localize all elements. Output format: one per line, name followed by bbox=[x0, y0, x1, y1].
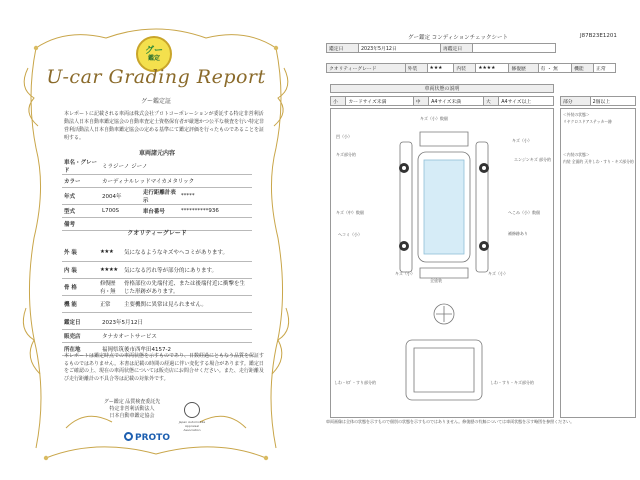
cell: 2023年5月12日 bbox=[359, 44, 441, 53]
spec-value: 2004年 bbox=[100, 188, 141, 205]
grade-desc: 主要機関に異常は見られません。 bbox=[122, 295, 252, 312]
note-item: 内装 全面的 天井しわ・すり・キズ部分的 bbox=[563, 159, 634, 164]
damage-label: エンジンキズ 部分的 bbox=[514, 157, 551, 162]
certificate-footer-note: 本レポートは鑑定時点での車両状態を示すものであり、日数経過にともなう品質を保証するものではありません。本書は記載の時間の経過に伴い変化する場合があります。鑑定日をご確認の上、現在の車両状態については販売店にお問合せください。また、走行距離及び走行距離計の不具合等は記載の対象外です。 bbox=[64, 353, 265, 382]
organization-block bbox=[92, 399, 172, 420]
grade-desc: 気になる汚れ等が部分的にあります。 bbox=[122, 261, 252, 278]
table-row bbox=[62, 175, 252, 188]
cell: 再鑑定日 bbox=[441, 44, 473, 53]
cell: 鑑定日 bbox=[327, 44, 359, 53]
spec-value: **********936 bbox=[179, 205, 252, 218]
cell: 外装 bbox=[405, 64, 427, 73]
spec-value: ミラジーノ ジーノ bbox=[100, 158, 252, 175]
note-item: リヤクロスドアステッカー跡 bbox=[563, 119, 612, 124]
damage-label: キズ（小）数個 bbox=[420, 116, 448, 121]
spec-key: 車名・グレード bbox=[62, 158, 100, 175]
damage-label: キズ（小） bbox=[395, 271, 415, 276]
certificate-intro: 本レポートに記載される車両は株式会社プロトコーポレーションが委託する特定非営利活動法人日本自動車鑑定協会の自動車査定士資格保有者が厳選かつ公平な検査を行い特定非営利活動法人日本自動車鑑定協会の定める基準にて鑑定評価を行ったものであることを証明する。 bbox=[64, 111, 265, 141]
cell: ★★★★ bbox=[476, 64, 509, 73]
sheet-date-row bbox=[326, 43, 556, 53]
sheet-bottom-note: 車両画像は全体の状態を示すもので個別の状態を示すものではありません。修復歴の有無については車両状態を示す略図を参照ください。 bbox=[326, 419, 575, 424]
size-legend bbox=[330, 96, 554, 106]
size-label: 中 bbox=[413, 97, 428, 106]
cell: 修復歴 bbox=[509, 64, 538, 73]
proto-logo-text: PROTO bbox=[135, 433, 170, 443]
grade-key: 骨 格 bbox=[62, 278, 98, 295]
parts-count bbox=[560, 96, 636, 106]
dealer-value: 福岡県筑後市西牟田4157-2 bbox=[100, 342, 252, 355]
table-row bbox=[561, 97, 636, 106]
sheet-code: J87B23E1201 bbox=[580, 33, 617, 39]
size-value: A4サイズ未満 bbox=[429, 97, 484, 106]
damage-label: しわ・ｷｽﾞ・すり部分的 bbox=[334, 380, 376, 385]
grade-key: 外 装 bbox=[62, 244, 98, 261]
quality-section-heading: クオリティーグレード bbox=[127, 230, 187, 237]
damage-label: へこみ（小）数個 bbox=[508, 210, 540, 215]
table-row bbox=[62, 188, 252, 205]
table-row bbox=[327, 44, 556, 53]
diagram-heading: 車両状態の説明 bbox=[330, 84, 554, 93]
damage-label: キズ（小） bbox=[488, 271, 508, 276]
certificate-subtitle: グー鑑定証 bbox=[140, 98, 171, 105]
size-label: 大 bbox=[483, 97, 498, 106]
grade-stars: 正常 bbox=[98, 295, 122, 312]
cell: ★★★ bbox=[427, 64, 454, 73]
spec-key: 車台番号 bbox=[141, 205, 179, 218]
org-line: 日本自動車鑑定協会 bbox=[109, 413, 155, 419]
parts-value: 2個以上 bbox=[590, 97, 635, 106]
spec-value: ***** bbox=[179, 188, 252, 205]
damage-label: ヘコミ（小） bbox=[338, 232, 362, 237]
table-row bbox=[62, 316, 252, 329]
cell: 正常 bbox=[594, 64, 616, 73]
spec-key: 年式 bbox=[62, 188, 100, 205]
dealer-key: 所在地 bbox=[62, 342, 100, 355]
damage-label: 補修跡あり bbox=[508, 231, 528, 236]
org-line: 特定非営利活動法人 bbox=[109, 406, 155, 412]
grade-key: 内 装 bbox=[62, 261, 98, 278]
size-value: カードサイズ未満 bbox=[346, 97, 413, 106]
sheet-title: グー鑑定 コンディションチェックシート bbox=[407, 35, 509, 41]
table-row bbox=[62, 158, 252, 175]
spec-value: カーディナルレッドマイカメタリック bbox=[100, 175, 252, 188]
cell: 機能 bbox=[572, 64, 594, 73]
org-line: グー鑑定 品質検査委託先 bbox=[103, 399, 161, 405]
dealer-value: タナカオートサービス bbox=[100, 329, 252, 342]
grade-stars: ★★★★ bbox=[98, 261, 122, 278]
badge-bottom-text: 鑑定 bbox=[147, 54, 160, 62]
dealer-value: 2023年5月12日 bbox=[100, 316, 252, 329]
size-value: A4サイズ以上 bbox=[499, 97, 554, 106]
table-row bbox=[62, 244, 252, 261]
spec-key: カラー bbox=[62, 175, 100, 188]
badge-top-text: グー bbox=[144, 45, 163, 56]
spec-key: 走行距離計表示 bbox=[141, 188, 179, 205]
spec-key: 型式 bbox=[62, 205, 100, 218]
table-row bbox=[62, 295, 252, 312]
cell: 内装 bbox=[454, 64, 476, 73]
grade-stars: ★★★ bbox=[98, 244, 122, 261]
spec-key: 備考 bbox=[62, 218, 100, 231]
grade-desc: 気になるようなキズやヘコミがあります。 bbox=[122, 244, 252, 261]
table-row bbox=[327, 64, 616, 73]
table-row bbox=[62, 329, 252, 342]
cell: 有 ・ 無 bbox=[538, 64, 572, 73]
damage-label: しわ・すり・キズ部分的 bbox=[490, 380, 534, 385]
vehicle-section-heading: 車両諸元内容 bbox=[138, 150, 175, 157]
damage-label: 凹（小） bbox=[336, 134, 352, 139]
cell bbox=[473, 44, 556, 53]
damage-label: キズ（小） bbox=[512, 138, 532, 143]
size-label: 小 bbox=[331, 97, 346, 106]
table-row bbox=[62, 261, 252, 278]
parts-label: 部分 bbox=[561, 97, 591, 106]
cell: クオリティーグレード bbox=[327, 64, 406, 73]
dealer-key: 販売店 bbox=[62, 329, 100, 342]
grade-desc: 骨格部位の先端付近、または後端付近に衝撃を生じた形跡があります。 bbox=[122, 278, 252, 295]
note-item: ＜外装の状態＞ bbox=[563, 112, 590, 117]
damage-label: キズ（中）数個 bbox=[336, 210, 364, 215]
jama-seal-icon bbox=[184, 402, 200, 418]
table-row bbox=[62, 205, 252, 218]
note-item: ＜内装の状態＞ bbox=[563, 152, 590, 157]
sheet-grade-row bbox=[326, 63, 616, 73]
dealer-table bbox=[62, 316, 252, 356]
vehicle-spec-table bbox=[62, 158, 252, 231]
grade-stars: 修復歴 有・無 bbox=[98, 278, 122, 295]
grade-key: 機 能 bbox=[62, 295, 98, 312]
certificate-title: U-car Grading Report bbox=[46, 66, 266, 88]
damage-label: キズ部分的 bbox=[336, 152, 356, 157]
damage-label: 全塗装 bbox=[430, 278, 442, 283]
dealer-key: 鑑定日 bbox=[62, 316, 100, 329]
proto-logo bbox=[124, 432, 170, 443]
car-diagram bbox=[380, 112, 510, 412]
table-row bbox=[331, 97, 554, 106]
spec-value: L700S bbox=[100, 205, 141, 218]
jama-label: Japan Automobile Appraisal Association bbox=[178, 420, 206, 432]
proto-ring-icon bbox=[124, 432, 133, 441]
table-row bbox=[62, 278, 252, 295]
quality-grade-table bbox=[62, 244, 252, 313]
